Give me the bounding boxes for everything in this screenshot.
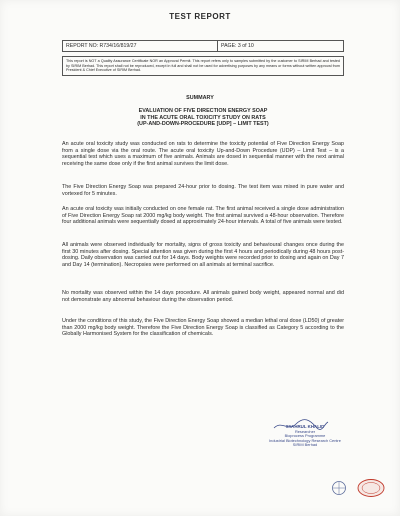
standards-seal-icon	[356, 478, 386, 498]
signatory-role: Researcher	[294, 428, 316, 434]
signature-block	[250, 425, 360, 448]
page-number: PAGE: 3 of 10	[221, 43, 254, 49]
paragraph-observation: All animals were observed individually for mortality, signs of gross toxicity and behavioural changes once during the first 30 minutes after dosing. Special attention was given during the first 4 hours and periodically during 48 hours post-dosing. Daily observation was carried out for 14 days. Body weights were recorded prior to dosing and again on Day 7 and Day 14 (termination). Necropsies were performed on all animals at terminal sacrifice.	[62, 242, 344, 268]
paragraph-preparation: The Five Direction Energy Soap was prepared 24-hour prior to dosing. The test item was mixed in pure water and vortexed for 5 minutes.	[62, 184, 344, 197]
evaluation-title-line: IN THE ACUTE ORAL TOXICITY STUDY ON RATS	[140, 114, 266, 121]
signatory-name: SYAHRUL KHALID	[285, 424, 325, 429]
report-number: REPORT NO: R734/16/819/27	[63, 41, 218, 51]
accreditation-logo-icon	[328, 480, 350, 496]
paragraph-study-intro: An acute oral toxicity study was conducted on rats to determine the toxicity potential of Five Direction Energy Soap from a single dose via the oral route. The acute oral toxicity Up-and-Down Procedure (UDP) – Limit Test – is a sequential test which uses a maximum of five animals. Animals are dosed in sequential manner with the next animal receiving the same dose only if the first animal survives the limit dose.	[62, 141, 344, 167]
paragraph-conclusion: Under the conditions of this study, the Five Direction Energy Soap showed a median lethal oral dose (LD50) of greater than 2000 mg/kg body weight. Therefore the Five Direction Energy Soap is classified as Category 5 according to the Globally Harmonised System for the classification of chemicals.	[62, 318, 344, 338]
evaluation-title	[62, 108, 344, 128]
summary-heading: SUMMARY	[186, 95, 214, 101]
signatory-organisation: SIRIM Berhad	[292, 442, 318, 448]
disclaimer-box: This report is NOT a Quality Assurance Certificate NOR an Approval Permit. This report refers only to samples submitted by the customer to SIRIM Berhad and tested by SIRIM Berhad. This report shall not be reproduced, except in full and shall not be used for advertising purposes by any means or forms without written approval from President & Chief Executive of SIRIM Berhad.	[62, 56, 344, 76]
signatory-department: Bioprocess Programme	[284, 433, 326, 439]
report-title: TEST REPORT	[169, 12, 231, 21]
evaluation-title-line: EVALUATION OF FIVE DIRECTION ENERGY SOAP	[138, 108, 268, 114]
paragraph-mortality: No mortality was observed within the 14 days procedure. All animals gained body weight, appeared normal and did not demonstrate any abnormal behaviour during the observation period.	[62, 290, 344, 303]
signatory-centre: Industrial Biotechnology Research Centre	[269, 437, 341, 443]
reference-table	[62, 40, 344, 52]
paragraph-dosing: An acute oral toxicity was initially conducted on one female rat. The first animal received a single dose administration of Five Direction Energy Soap rat 2000 mg/kg body weight. The first animal survived a 48-hour observation. Therefore four additional animals were sequentially dosed at approximately 24-hour intervals. A total of five animals were tested.	[62, 206, 344, 226]
evaluation-title-line: (UP-AND-DOWN-PROCEDURE [UDP] – LIMIT TEST)	[137, 121, 269, 128]
